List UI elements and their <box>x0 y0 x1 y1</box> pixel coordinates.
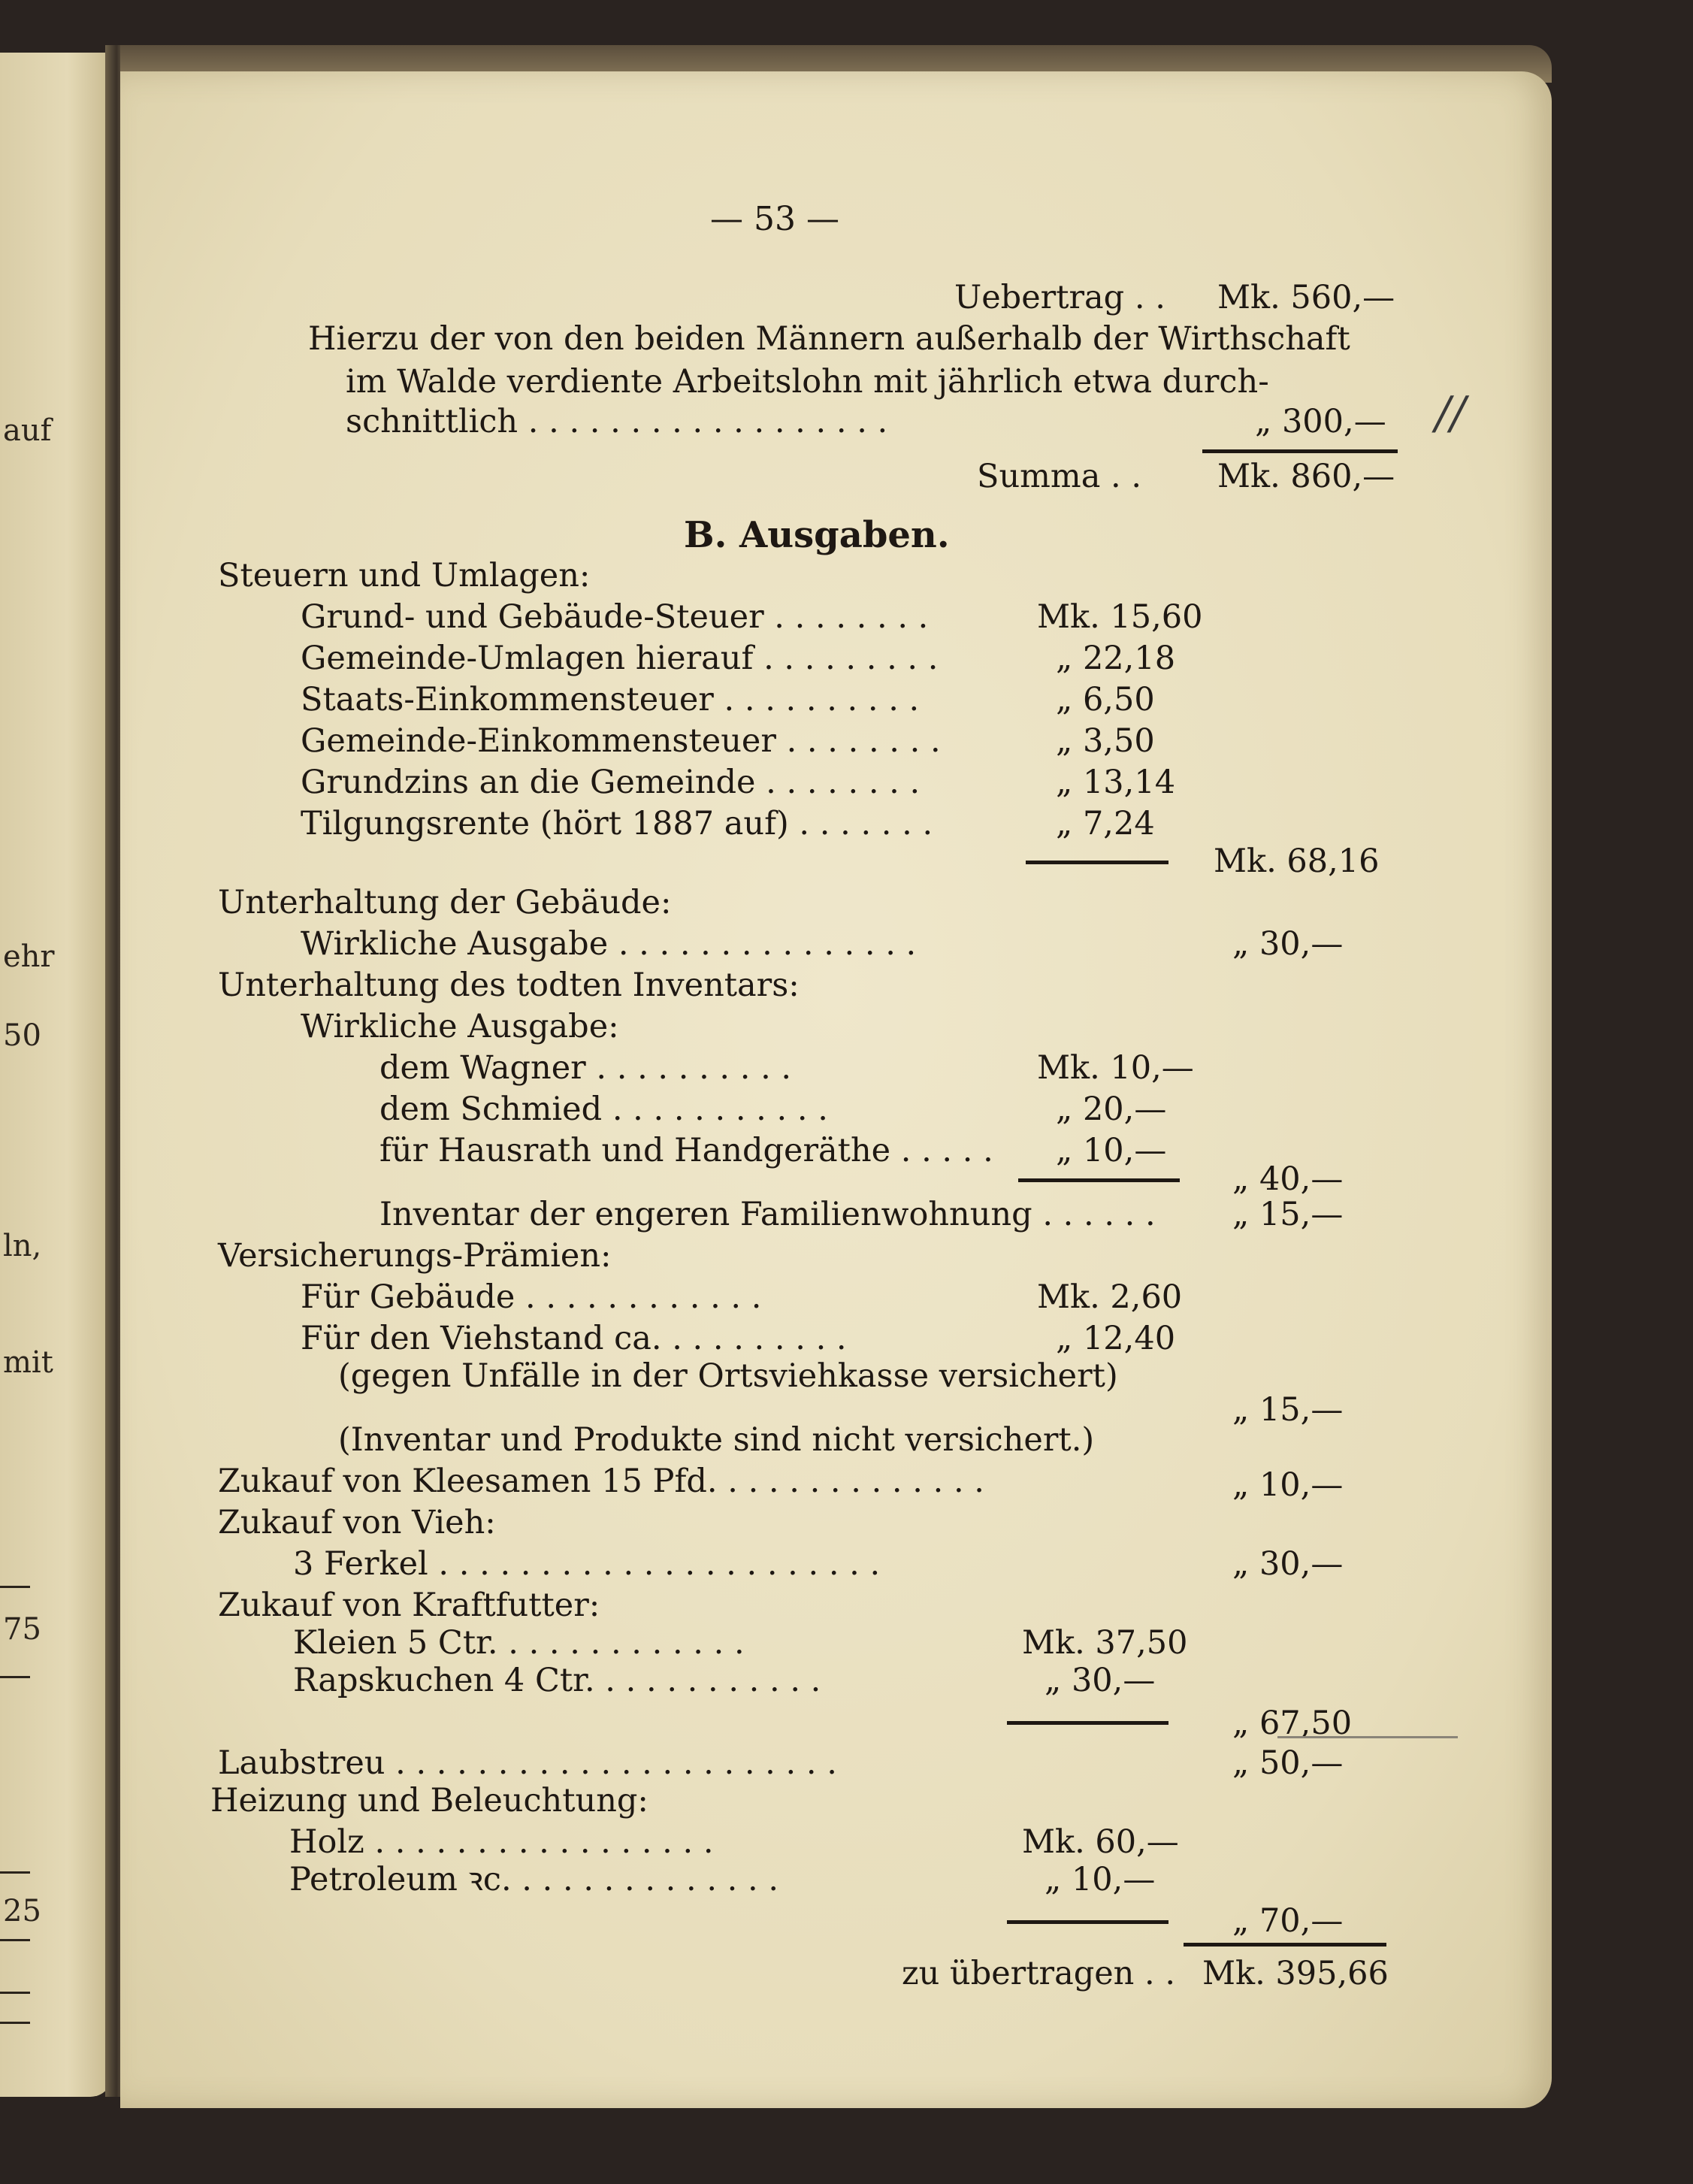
line-summa-label: Summa . . <box>977 458 1142 495</box>
expense-heading: Heizung und Beleuchtung: <box>210 1782 648 1819</box>
total-rule <box>1184 1943 1386 1947</box>
expense-label: Für Gebäude . . . . . . . . . . . . <box>301 1278 762 1316</box>
expense-sub: „ 3,50 <box>1056 722 1155 760</box>
prev-fragment: ehr <box>3 939 55 974</box>
expense-heading: Unterhaltung des todten Inventars: <box>218 966 800 1004</box>
expense-total: „ 50,— <box>1232 1744 1344 1782</box>
subtotal-rule <box>1026 861 1168 864</box>
expense-heading: Steuern und Umlagen: <box>218 557 591 594</box>
expense-total: „ 10,— <box>1232 1466 1344 1504</box>
prev-fragment: 75 <box>3 1612 41 1647</box>
margin-mark: // <box>1435 387 1466 440</box>
pencil-underline <box>1277 1736 1458 1738</box>
expense-label: dem Schmied . . . . . . . . . . . <box>379 1090 828 1128</box>
line-uebertrag-total: Mk. 560,— <box>1217 279 1395 316</box>
expense-total: „ 67,50 <box>1232 1705 1353 1742</box>
prev-rule <box>0 1676 30 1678</box>
expense-label: Wirkliche Ausgabe: <box>301 1008 619 1045</box>
expense-note: (gegen Unfälle in der Ortsviehkasse versichert) <box>338 1357 1118 1395</box>
expense-total: „ 15,— <box>1232 1196 1344 1233</box>
line-hierzu-3: schnittlich . . . . . . . . . . . . . . . . . . <box>346 403 888 440</box>
expense-note: (Inventar und Produkte sind nicht versichert.) <box>338 1421 1095 1459</box>
prev-rule <box>0 2022 30 2024</box>
carry-forward-total: Mk. 395,66 <box>1202 1955 1389 1992</box>
expense-heading: Versicherungs-Prämien: <box>218 1237 612 1275</box>
prev-fragment: auf <box>3 413 52 448</box>
expense-total: „ 30,— <box>1232 1545 1344 1583</box>
expense-label: Laubstreu . . . . . . . . . . . . . . . . . . . . . . <box>218 1744 837 1782</box>
carry-forward-label: zu übertragen . . <box>902 1955 1176 1992</box>
expense-sub: „ 10,— <box>1045 1861 1156 1898</box>
prev-fragment: mit <box>3 1345 53 1380</box>
expense-label: Grundzins an die Gemeinde . . . . . . . . <box>301 764 921 801</box>
prev-fragment: 50 <box>3 1018 41 1053</box>
expense-total: Mk. 68,16 <box>1214 842 1380 880</box>
expense-label: Wirkliche Ausgabe . . . . . . . . . . . . . . . <box>301 925 917 963</box>
page-number: — 53 — <box>710 200 839 238</box>
line-hierzu-total: „ 300,— <box>1255 403 1386 440</box>
line-uebertrag-label: Uebertrag . . <box>954 279 1165 316</box>
prev-rule <box>0 1586 30 1588</box>
expense-heading: Unterhaltung der Gebäude: <box>218 884 672 921</box>
line-hierzu-1: Hierzu der von den beiden Männern außerhalb der Wirthschaft <box>308 320 1350 358</box>
expense-sub: Mk. 10,— <box>1037 1049 1194 1087</box>
expense-sub: Mk. 15,60 <box>1037 598 1203 636</box>
expense-sub: Mk. 37,50 <box>1022 1624 1188 1662</box>
expense-sub: „ 30,— <box>1045 1662 1156 1699</box>
expense-heading: Zukauf von Vieh: <box>218 1504 496 1541</box>
expense-sub: „ 6,50 <box>1056 681 1155 718</box>
prev-rule <box>0 1992 30 1994</box>
expense-sub: „ 22,18 <box>1056 640 1176 677</box>
expense-label: Für den Viehstand ca. . . . . . . . . . <box>301 1320 847 1357</box>
expense-heading: Zukauf von Kraftfutter: <box>218 1587 600 1624</box>
previous-page-edge <box>0 53 113 2097</box>
expense-sub: Mk. 2,60 <box>1037 1278 1183 1316</box>
expense-label: Grund- und Gebäude-Steuer . . . . . . . . <box>301 598 929 636</box>
expense-label: Gemeinde-Umlagen hierauf . . . . . . . . . <box>301 640 939 677</box>
expense-sub: Mk. 60,— <box>1022 1823 1179 1861</box>
expense-sub: „ 20,— <box>1056 1090 1167 1128</box>
expense-label: für Hausrath und Handgeräthe . . . . . <box>379 1132 993 1169</box>
expense-label: Rapskuchen 4 Ctr. . . . . . . . . . . . <box>293 1662 821 1699</box>
expense-sub: „ 7,24 <box>1056 805 1155 842</box>
expense-label: Holz . . . . . . . . . . . . . . . . . <box>289 1823 714 1861</box>
expense-total: „ 15,— <box>1232 1391 1344 1429</box>
expense-label: Staats-Einkommensteuer . . . . . . . . . . <box>301 681 920 718</box>
sum-rule <box>1202 449 1398 453</box>
subtotal-rule <box>1018 1178 1180 1182</box>
expense-sub: „ 10,— <box>1056 1132 1167 1169</box>
expense-label: Inventar der engeren Familienwohnung . . . . . . <box>379 1196 1156 1233</box>
expense-label: Zukauf von Kleesamen 15 Pfd. . . . . . . . . . . . . . <box>218 1463 984 1500</box>
prev-rule <box>0 1939 30 1941</box>
expense-sub: „ 12,40 <box>1056 1320 1176 1357</box>
prev-rule <box>0 1871 30 1874</box>
expense-label: Kleien 5 Ctr. . . . . . . . . . . . . <box>293 1624 745 1662</box>
expense-label: Gemeinde-Einkommensteuer . . . . . . . . <box>301 722 941 760</box>
prev-fragment: ln, <box>3 1229 42 1263</box>
subtotal-rule <box>1007 1721 1168 1725</box>
prev-fragment: 25 <box>3 1894 41 1928</box>
section-title: B. Ausgaben. <box>684 514 950 556</box>
line-summa-total: Mk. 860,— <box>1217 458 1395 495</box>
expense-label: dem Wagner . . . . . . . . . . <box>379 1049 792 1087</box>
expense-label: Petroleum ꝛc. . . . . . . . . . . . . . <box>289 1861 779 1898</box>
expense-sub: „ 13,14 <box>1056 764 1176 801</box>
subtotal-rule <box>1007 1920 1168 1924</box>
expense-total: „ 30,— <box>1232 925 1344 963</box>
expense-total: „ 70,— <box>1232 1902 1344 1940</box>
expense-label: Tilgungsrente (hört 1887 auf) . . . . . . . <box>301 805 933 842</box>
line-hierzu-2: im Walde verdiente Arbeitslohn mit jährlich etwa durch- <box>346 363 1269 401</box>
expense-total: „ 40,— <box>1232 1160 1344 1198</box>
expense-label: 3 Ferkel . . . . . . . . . . . . . . . . . . . . . . <box>293 1545 881 1583</box>
